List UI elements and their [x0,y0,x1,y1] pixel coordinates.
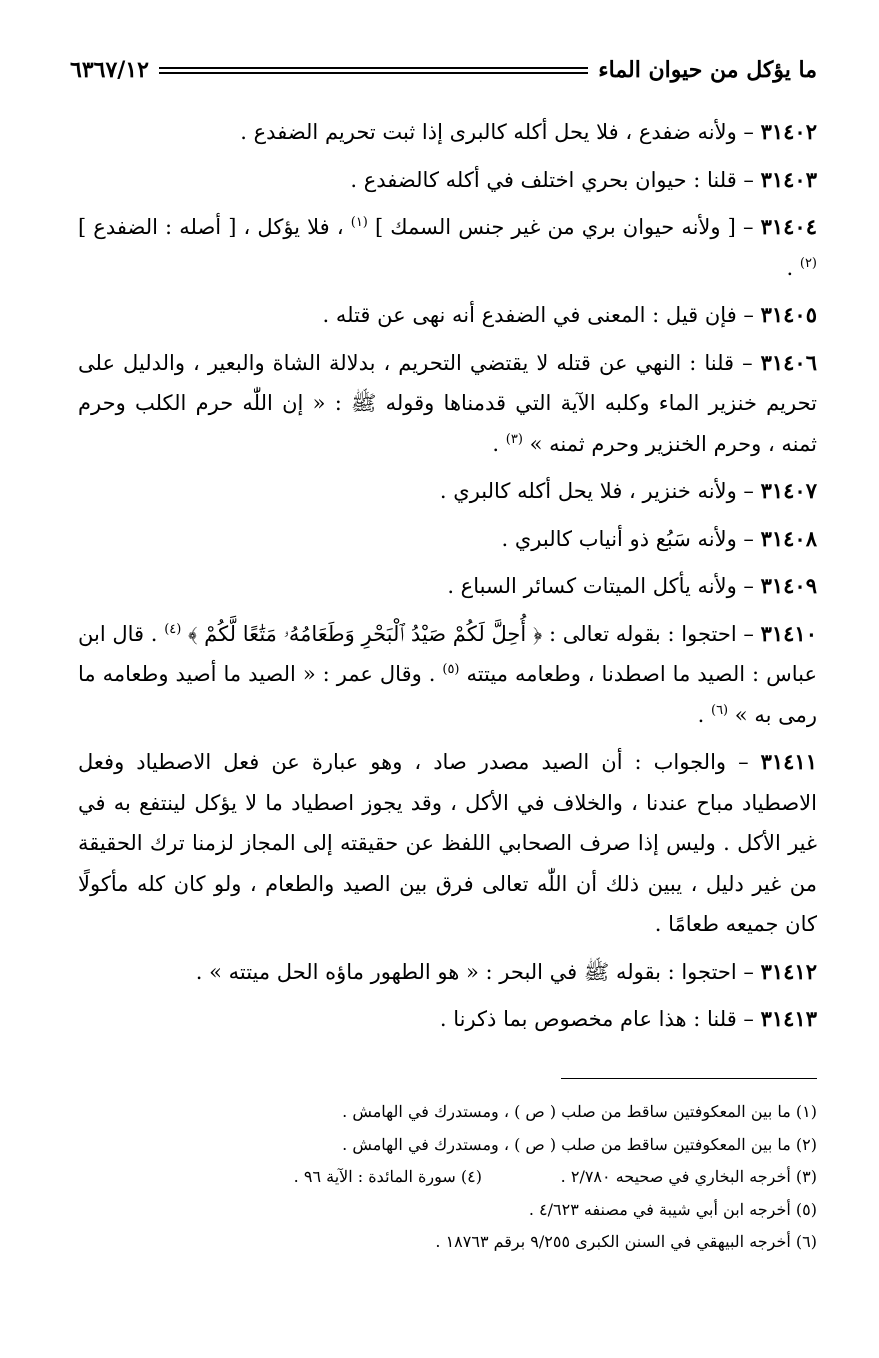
paragraph-text: – ولأنه ضفدع ، فلا يحل أكله كالبرى إذا ثبت تحريم الضفدع . [240,120,761,144]
paragraph-number: ٣١٤٠٣ [760,166,817,192]
paragraph-31406 [78,343,817,465]
paragraph-text: – ولأنه سَبُع ذو أنياب كالبري . [501,526,761,551]
paragraph-text: – قلنا : النهي عن قتله لا يقتضي التحريم ، بدلالة الشاة والبعير ، والدليل على تحريم خنزير الماء وكلبه الآية التي قدمناها وقوله ﷺ : « إن اللّٰه حرم الكلب وحرم ثمنه ، وحرم الخنزير وحرم ثمنه » [78,350,817,456]
paragraph-text: . قال ابن عباس : الصيد ما اصطدنا ، وطعامه ميتته [78,621,817,686]
paragraph-text: – احتجوا : بقوله ﷺ في البحر : « هو الطهور ماؤه الحل ميتته » . [195,959,761,984]
paragraph-number: ٣١٤٠٨ [760,525,817,551]
paragraph-number: ٣١٤١٠ [760,620,817,646]
footnote-5: (٥) أخرجه ابن أبي شيبة في مصنفه ٤/٦٢٣ . [528,1199,817,1219]
footnote-row [78,1161,817,1194]
paragraph-text: – والجواب : أن الصيد مصدر صاد ، وهو عبارة عن فعل الاصطياد وفعل الاصطياد مباح عندنا ، والخلاف في الأكل ، وقد يجوز اصطياد ما لا يؤكل لينتفع به في غير الأكل . وليس إذا صرف الصحابي اللفظ عن حقيقته إلى المجاز لزمنا ترك الحقيقة من غير دليل ، يبين ذلك أن اللّٰه تعالى فرق بين الصيد والطعام ، ولو كان كله مأكولًا كان جميعه طعامًا . [78,750,817,936]
header-rule [159,67,588,74]
footnote-ref[interactable]: (٥) [442,662,460,677]
paragraph-text: . [492,431,506,456]
paragraph-text: – [ ولأنه حيوان بري من غير جنس السمك ] [367,215,761,239]
footnote-6: (٦) أخرجه البيهقي في السنن الكبرى ٩/٢٥٥ برقم ١٨٧٦٣ . [435,1232,817,1251]
paragraph-number: ٣١٤١٣ [760,1006,817,1031]
paragraph-31402 [78,112,817,153]
paragraph-31405 [78,295,817,336]
paragraph-number: ٣١٤٠٤ [760,214,817,239]
footnotes [78,1096,817,1259]
footnote-2: (٢) ما بين المعكوفتين ساقط من صلب ( ص ) ، ومستدرك في الهامش . [342,1134,817,1154]
footnote-1: (١) ما بين المعكوفتين ساقط من صلب ( ص ) ، ومستدرك في الهامش . [342,1102,817,1121]
main-text [78,112,817,1040]
paragraph-number: ٣١٤٠٢ [760,119,817,144]
paragraph-text: . [786,255,800,280]
paragraph-number: ٣١٤١٢ [760,958,817,984]
paragraph-number: ٣١٤٠٩ [760,573,817,598]
paragraph-31409 [78,566,817,607]
footnote-3: (٣) أخرجه البخاري في صحيحه ٢/٧٨٠ . [560,1167,817,1186]
paragraph-31403 [78,160,817,201]
footnote-separator [561,1078,817,1079]
footnote-4: (٤) سورة المائدة : الآية ٩٦ . [293,1167,482,1186]
paragraph-number: ٣١٤٠٧ [760,478,817,503]
paragraph-text: – ولأنه خنزير ، فلا يحل أكله كالبري . [439,479,761,503]
paragraph-number: ٣١٤٠٦ [760,349,817,375]
paragraph-text: – ولأنه يأكل الميتات كسائر السباع . [447,574,761,598]
paragraph-31411 [78,742,817,945]
paragraph-text: ، فلا يؤكل ، [ أصله : الضفدع ] [78,215,351,239]
paragraph-text: – فإن قيل : المعنى في الضفدع أنه نهى عن قتله . [322,303,761,327]
footnote-ref[interactable]: (٢) [799,255,817,271]
paragraph-text: – قلنا : هذا عام مخصوص بما ذكرنا . [439,1007,761,1031]
paragraph-31407 [78,471,817,512]
page-number: ٦٣٦٧/١٢ [70,57,149,83]
chapter-title: ما يؤكل من حيوان الماء [598,57,817,83]
paragraph-text: . وقال عمر : « الصيد ما أصيد وطعامه ما رمى به » [78,662,817,727]
paragraph-number: ٣١٤٠٥ [760,302,817,327]
footnote-ref[interactable]: (١) [350,215,368,230]
paragraph-31404 [78,207,817,288]
running-header [70,52,817,88]
paragraph-31410 [78,614,817,736]
footnote-ref[interactable]: (٣) [505,431,523,447]
paragraph-31413 [78,999,817,1040]
paragraph-number: ٣١٤١١ [760,749,817,774]
footnote-ref[interactable]: (٦) [710,702,729,718]
paragraph-text: – احتجوا : بقوله تعالى : ﴿ أُحِلَّ لَكُمْ صَيْدُ ٱلْبَحْرِ وَطَعَامُهُۥ مَتَٰعًا لَّكُمْ ﴾ [181,621,761,646]
paragraph-text: . [697,702,711,727]
footnote-ref[interactable]: (٤) [164,621,182,637]
paragraph-text: – قلنا : حيوان بحري اختلف في أكله كالضفدع . [350,167,761,192]
paragraph-31412 [78,952,817,993]
paragraph-31408 [78,519,817,560]
